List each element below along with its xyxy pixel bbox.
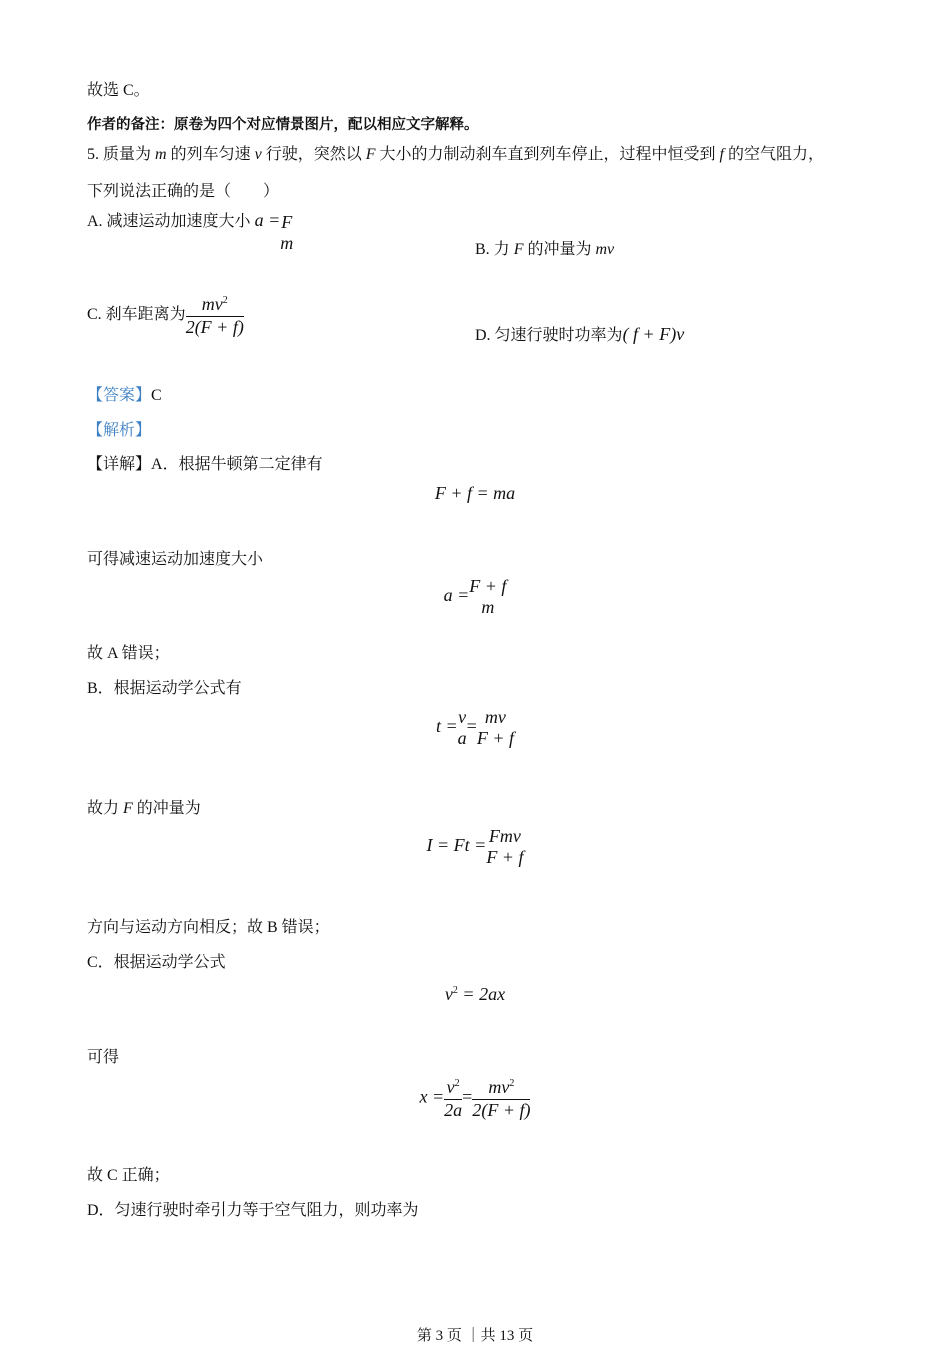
a-wrong: 故 A 错误； — [87, 645, 170, 662]
answer-value: C — [151, 387, 162, 404]
b-wrong: 方向与运动方向相反；故 B 错误； — [87, 919, 330, 936]
eq6-eq: = — [462, 1086, 473, 1107]
author-note: 作者的备注：原卷为四个对应情景图片，配以相应文字解释。 — [87, 117, 479, 133]
equation-5 — [0, 984, 950, 1005]
d-intro: D．匀速行驶时牵引力等于空气阻力，则功率为 — [87, 1202, 419, 1219]
detail-a-text: A．根据牛顿第二定律有 — [151, 456, 323, 473]
prev-conclusion: 故选 C。 — [87, 82, 150, 99]
option-d-expr: ( f + F)v — [622, 324, 685, 344]
q-text: 的列车匀速 — [166, 146, 255, 163]
detail-label: 【详解】 — [87, 456, 152, 473]
option-c-num: mv — [201, 294, 223, 314]
c-intro: C．根据运动学公式 — [87, 954, 226, 971]
text-a-magnitude: 可得减速运动加速度大小 — [87, 551, 264, 568]
q-text: 的空气阻力， — [723, 146, 824, 163]
option-a-lhs: a = — [254, 210, 281, 230]
eq1-text: F + f = ma — [434, 483, 516, 503]
eq5-rhs: = 2ax — [462, 984, 506, 1004]
option-b-expr: mv — [595, 241, 615, 258]
eq6-den1: 2a — [444, 1099, 463, 1120]
b-impulse-text2: 的冲量为 — [132, 800, 201, 817]
eq3-den2: F + f — [476, 728, 514, 748]
page-footer: 第 3 页 ｜共 13 页 — [416, 1328, 534, 1344]
option-b-text: B. 力 — [475, 241, 514, 258]
q-text: 行驶，突然以 — [261, 146, 366, 163]
q-var: v — [254, 146, 262, 163]
eq2-den: m — [481, 597, 495, 617]
detail-a — [87, 451, 323, 474]
eq3-eq: = — [466, 716, 477, 737]
eq4-den: F + f — [486, 847, 524, 867]
eq6-lhs: x = — [419, 1086, 445, 1107]
eq5-sup: 2 — [452, 985, 458, 996]
b-impulse-var: F — [123, 800, 133, 817]
eq6-sup: 2 — [454, 1078, 460, 1089]
b-impulse-text: 故力 — [87, 800, 124, 817]
eq6-den2: 2(F + f) — [472, 1099, 531, 1120]
question-line-1 — [87, 141, 824, 164]
eq3-den1: a — [457, 728, 467, 748]
q-var: f — [719, 146, 724, 163]
equation-3 — [0, 707, 950, 749]
analysis-label: 【解析】 — [87, 422, 152, 439]
eq6-num2: mv — [488, 1077, 510, 1097]
option-d — [475, 322, 684, 345]
option-c: C. 刹车距离为 $\frac{mv^2}{2(F + f)}$ — [87, 294, 244, 337]
option-a — [87, 208, 293, 254]
q-var: F — [365, 146, 376, 163]
equation-2 — [0, 576, 950, 618]
eq2-lhs: a = — [443, 585, 470, 606]
q-text: 大小的力制动刹车直到列车停止，过程中恒受到 — [375, 146, 720, 163]
q-text: 5. 质量为 — [87, 146, 156, 163]
option-b-text2: 的冲量为 — [523, 241, 596, 258]
option-a-num: F — [281, 212, 293, 232]
equation-4 — [0, 826, 950, 868]
b-intro: B．根据运动学公式有 — [87, 680, 242, 697]
option-b — [475, 236, 614, 259]
c-right: 故 C 正确； — [87, 1167, 170, 1184]
eq4-lhs: I = Ft = — [426, 835, 487, 856]
eq4-num: Fmv — [488, 826, 521, 846]
eq6-sup2: 2 — [509, 1078, 515, 1089]
option-b-var: F — [513, 241, 524, 258]
option-c-den: 2(F + f) — [185, 316, 244, 337]
eq3-num1: v — [458, 707, 467, 727]
q-var: m — [155, 146, 167, 163]
question-line-2: 下列说法正确的是（ ） — [87, 183, 280, 200]
answer-label: 【答案】 — [87, 387, 152, 404]
option-c-text: C. 刹车距离为 — [87, 305, 186, 323]
option-d-text: D. 匀速行驶时功率为 — [475, 327, 623, 344]
then-text: 可得 — [87, 1049, 120, 1066]
equation-6 — [0, 1076, 950, 1121]
option-a-den: m — [280, 233, 294, 253]
b-impulse — [87, 795, 201, 818]
answer-line — [87, 382, 162, 405]
eq5-v: v — [444, 984, 453, 1004]
eq2-num: F + f — [469, 576, 507, 596]
equation-1 — [0, 483, 950, 504]
eq3-num2: mv — [484, 707, 506, 727]
option-a-text: A. 减速运动加速度大小 — [87, 213, 251, 230]
eq3-lhs: t = — [436, 716, 458, 737]
eq6-num1: v — [446, 1077, 455, 1097]
